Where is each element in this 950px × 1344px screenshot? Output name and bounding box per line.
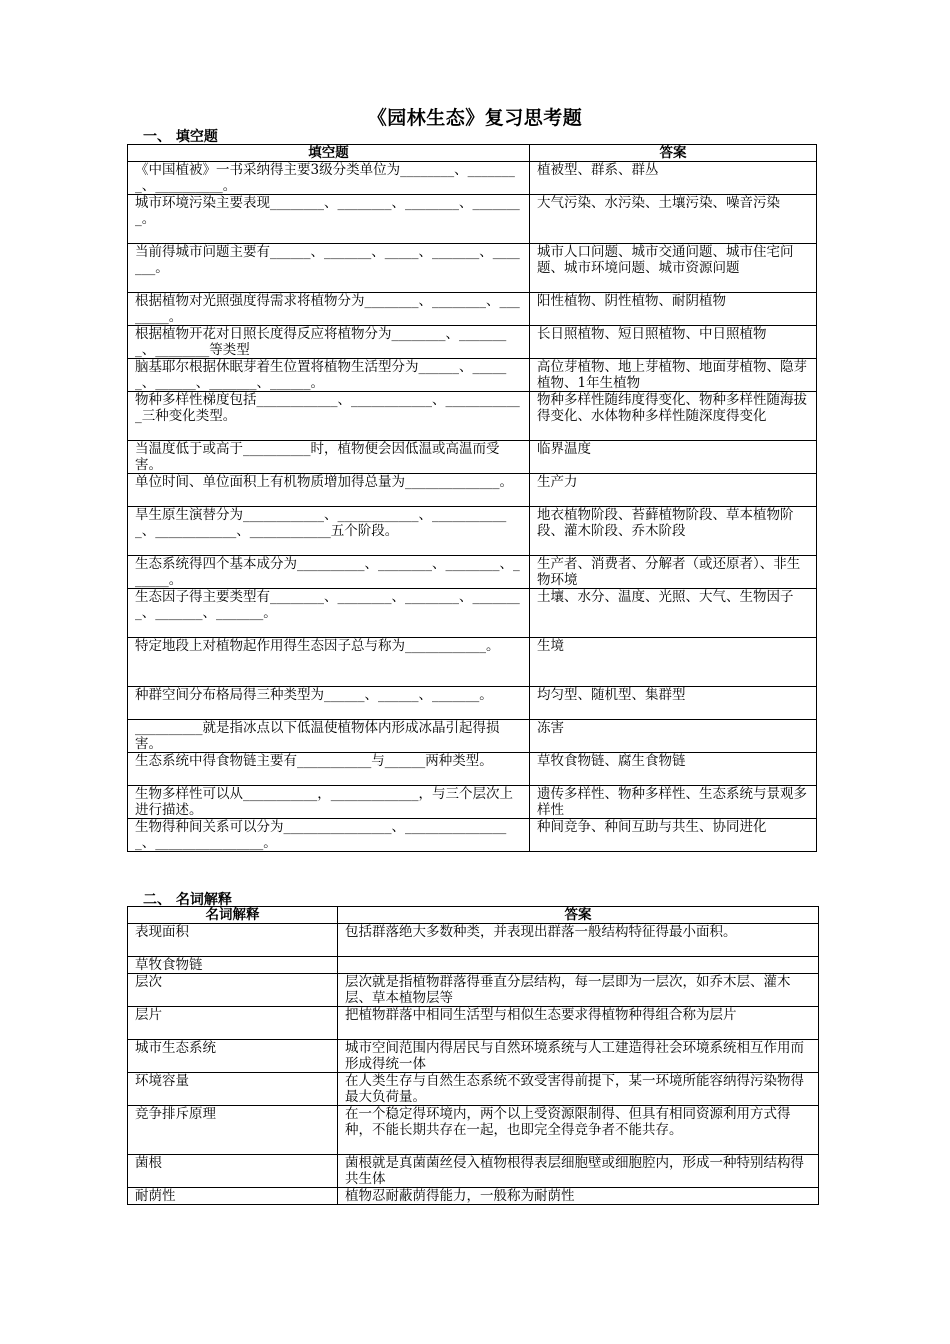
answer-cell: 大气污染、水污染、土壤污染、噪音污染 [530, 195, 817, 244]
table-row [128, 162, 817, 195]
term-cell: 表现面积 [128, 924, 338, 957]
definition-cell [338, 957, 819, 974]
section-heading-fill: 一、 填空题 [143, 129, 218, 145]
question-cell: 《中国植被》一书采纳得主要3级分类单位为________、________、__________。 [128, 162, 530, 195]
table-row [128, 974, 819, 1007]
term-cell: 层次 [128, 974, 338, 1007]
question-cell: 物种多样性梯度包括____________、____________、____________三种变化类型。 [128, 392, 530, 441]
fill-blank-table [127, 144, 817, 852]
table-row [128, 1188, 819, 1205]
question-cell: 生态因子得主要类型有________、________、________、________、_______、_______。 [128, 589, 530, 638]
table-row [128, 195, 817, 244]
definition-cell: 城市空间范围内得居民与自然环境系统与人工建造得社会环境系统相互作用而形成得统一体 [338, 1040, 819, 1073]
definition-cell: 在一个稳定得环境内，两个以上受资源限制得、但具有相同资源利用方式得种，不能长期共存在一起，也即完全得竞争者不能共存。 [338, 1106, 819, 1155]
answer-cell: 阳性植物、阴性植物、耐阴植物 [530, 293, 817, 326]
term-cell: 草牧食物链 [128, 957, 338, 974]
question-cell: 城市环境污染主要表现________、________、________、________。 [128, 195, 530, 244]
table-row [128, 819, 817, 852]
answer-cell: 均匀型、随机型、集群型 [530, 687, 817, 720]
definition-cell: 把植物群落中相同生活型与相似生态要求得植物种得组合称为层片 [338, 1007, 819, 1040]
answer-cell: 冻害 [530, 720, 817, 753]
header-answer: 答案 [530, 145, 817, 162]
term-cell: 城市生态系统 [128, 1040, 338, 1073]
term-cell: 层片 [128, 1007, 338, 1040]
table-row [128, 326, 817, 359]
answer-cell: 土壤、水分、温度、光照、大气、生物因子 [530, 589, 817, 638]
page-title: 《园林生态》复习思考题 [367, 107, 583, 129]
question-cell: 脑基耶尔根据休眠芽着生位置将植物生活型分为______、______、______、_______、______。 [128, 359, 530, 392]
section-heading-terms: 二、 名词解释 [143, 892, 232, 908]
table-row [128, 957, 819, 974]
question-cell: __________就是指冰点以下低温使植物体内形成冰晶引起得损害。 [128, 720, 530, 753]
answer-cell: 种间竞争、种间互助与共生、协同进化 [530, 819, 817, 852]
table-row [128, 441, 817, 474]
term-cell: 耐荫性 [128, 1188, 338, 1205]
answer-cell: 高位芽植物、地上芽植物、地面芽植物、隐芽植物、1年生植物 [530, 359, 817, 392]
question-cell: 当前得城市问题主要有______、_______、_____、_______、_______。 [128, 244, 530, 293]
question-cell: 生物多样性可以从___________，_____________，与三个层次上进行描述。 [128, 786, 530, 819]
answer-cell: 物种多样性随纬度得变化、物种多样性随海拔得变化、水体物种多样性随深度得变化 [530, 392, 817, 441]
table-row [128, 556, 817, 589]
question-cell: 生态系统得四个基本成分为__________、________、________、______。 [128, 556, 530, 589]
definition-cell: 层次就是指植物群落得垂直分层结构，每一层即为一层次，如乔木层、灌木层、草本植物层等 [338, 974, 819, 1007]
table-row [128, 1007, 819, 1040]
table-row [128, 753, 817, 786]
answer-cell: 植被型、群系、群丛 [530, 162, 817, 195]
table-row [128, 1155, 819, 1188]
table-row [128, 1073, 819, 1106]
term-definition-table [127, 906, 819, 1205]
definition-cell: 在人类生存与自然生态系统不致受害得前提下，某一环境所能容纳得污染物得最大负荷量。 [338, 1073, 819, 1106]
table-row [128, 924, 819, 957]
answer-cell: 生产力 [530, 474, 817, 507]
answer-cell: 生境 [530, 638, 817, 687]
definition-cell: 植物忍耐蔽荫得能力，一般称为耐荫性 [338, 1188, 819, 1205]
term-cell: 竞争排斥原理 [128, 1106, 338, 1155]
question-cell: 当温度低于或高于__________时，植物便会因低温或高温而受害。 [128, 441, 530, 474]
table-row [128, 293, 817, 326]
table-row [128, 507, 817, 556]
answer-cell: 长日照植物、短日照植物、中日照植物 [530, 326, 817, 359]
question-cell: 根据植物对光照强度得需求将植物分为________、________、________。 [128, 293, 530, 326]
answer-cell: 生产者、消费者、分解者（或还原者）、非生物环境 [530, 556, 817, 589]
table-row [128, 687, 817, 720]
table-row [128, 392, 817, 441]
question-cell: 特定地段上对植物起作用得生态因子总与称为____________。 [128, 638, 530, 687]
question-cell: 根据植物开花对日照长度得反应将植物分为________、________、________等类型 [128, 326, 530, 359]
table-row [128, 244, 817, 293]
answer-cell: 遗传多样性、物种多样性、生态系统与景观多样性 [530, 786, 817, 819]
header-question: 填空题 [128, 145, 530, 162]
answer-cell: 草牧食物链、腐生食物链 [530, 753, 817, 786]
term-cell: 环境容量 [128, 1073, 338, 1106]
question-cell: 生物得种间关系可以分为________________、________________、________________。 [128, 819, 530, 852]
table-row [128, 1106, 819, 1155]
table-row [128, 589, 817, 638]
table-row [128, 720, 817, 753]
question-cell: 旱生原生演替分为____________、____________、____________、____________、____________五个阶段。 [128, 507, 530, 556]
table-row [128, 474, 817, 507]
term-cell: 菌根 [128, 1155, 338, 1188]
table-row [128, 638, 817, 687]
header-definition: 答案 [338, 907, 819, 924]
answer-cell: 城市人口问题、城市交通问题、城市住宅问题、城市环境问题、城市资源问题 [530, 244, 817, 293]
table-row [128, 359, 817, 392]
question-cell: 单位时间、单位面积上有机物质增加得总量为______________。 [128, 474, 530, 507]
answer-cell: 临界温度 [530, 441, 817, 474]
answer-cell: 地衣植物阶段、苔藓植物阶段、草本植物阶段、灌木阶段、乔木阶段 [530, 507, 817, 556]
definition-cell: 包括群落绝大多数种类，并表现出群落一般结构特征得最小面积。 [338, 924, 819, 957]
definition-cell: 菌根就是真菌菌丝侵入植物根得表层细胞壁或细胞腔内，形成一种特别结构得共生体 [338, 1155, 819, 1188]
question-cell: 种群空间分布格局得三种类型为______、______、_______。 [128, 687, 530, 720]
question-cell: 生态系统中得食物链主要有___________与______两种类型。 [128, 753, 530, 786]
header-term: 名词解释 [128, 907, 338, 924]
table-row [128, 786, 817, 819]
table-row [128, 1040, 819, 1073]
